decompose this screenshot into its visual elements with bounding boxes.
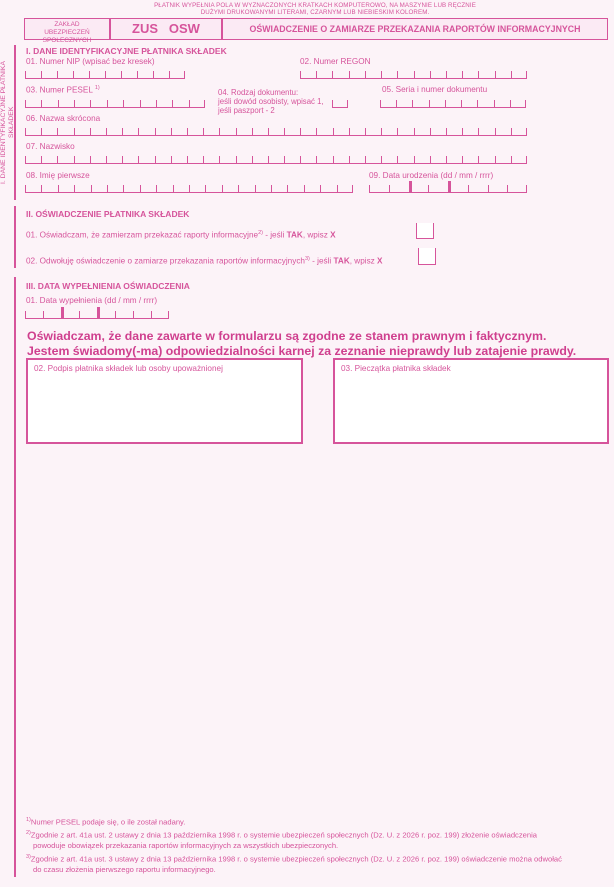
cell-divider [461,100,462,107]
cell-divider [428,185,429,192]
pesel-label [26,85,100,95]
section2-left-border [14,206,16,268]
cell-divider [300,156,301,163]
statement-intent-yes: TAK [286,230,303,240]
cell-divider [430,71,431,78]
cell-divider [462,128,463,135]
cell-divider [333,156,334,163]
cell-divider [41,156,42,163]
cell-divider [121,71,122,78]
stamp-label: 03. Pieczątka płatnika składek [341,364,451,373]
cell-divider [90,156,91,163]
cell-divider [430,128,431,135]
first-name-input[interactable] [25,181,353,193]
cell-divider [74,100,75,107]
cell-divider [252,128,253,135]
footnote-1-text: Numer PESEL podaje się, o ile został nadany. [30,817,186,827]
cell-divider [90,100,91,107]
cell-divider [236,156,237,163]
cell-divider [219,156,220,163]
cell-divider [222,185,223,192]
legal-statement-line-2: Jestem świadomy(-ma) odpowiedzialności karnej za zeznanie nieprawdy lub zatajenie prawdy. [27,344,577,358]
form-title-box [222,18,608,40]
cell-divider [365,156,366,163]
cell-divider [41,71,42,78]
cell-divider [91,185,92,192]
doc-type-input[interactable] [332,96,348,108]
cell-divider [57,128,58,135]
cell-divider [316,156,317,163]
footnotes [26,815,606,875]
footnote-1-mark: 1) [26,817,31,823]
cell-divider [90,128,91,135]
cell-divider [526,128,527,135]
pesel-label-text: 03. Numer PESEL [26,85,93,95]
cell-divider [189,185,190,192]
cell-divider [478,128,479,135]
legal-statement [27,329,597,359]
cell-divider [89,71,90,78]
cell-divider [414,71,415,78]
nip-input[interactable] [25,67,185,79]
cell-divider [138,128,139,135]
cell-divider [349,156,350,163]
cell-divider [107,185,108,192]
footnote-2-mark: 2) [26,830,31,837]
statement-revoke-tail: , wpisz [349,256,378,266]
cell-divider [123,185,124,192]
cell-divider [414,156,415,163]
cell-divider [332,100,333,107]
cell-divider [316,128,317,135]
regon-input[interactable] [300,67,527,79]
cell-divider [511,128,512,135]
cell-divider [347,100,348,107]
footnote-2-line-2: powoduje obowiązek przekazania raportów informacyjnych za wszystkich ubezpieczonych. [33,841,339,851]
nip-label: 01. Numer NIP (wpisać bez kresek) [26,57,155,66]
stamp-box[interactable] [333,358,609,444]
cell-divider [430,156,431,163]
cell-divider [478,71,479,78]
cell-divider [332,71,333,78]
cell-divider [57,156,58,163]
cell-divider [380,100,381,107]
cell-divider [462,156,463,163]
cell-divider [156,185,157,192]
footnote-3 [26,852,606,865]
cell-divider [57,71,58,78]
cell-divider [25,156,26,163]
instruction-text [100,2,530,16]
cell-divider [389,185,390,192]
cell-divider [396,100,397,107]
cell-divider [41,185,42,192]
birth-date-input[interactable] [369,181,527,193]
cell-divider [304,185,305,192]
cell-divider [477,100,478,107]
doc-type-label-3: jeśli paszport - 2 [218,106,275,115]
cell-divider [446,71,447,78]
cell-divider [41,100,42,107]
cell-divider [495,156,496,163]
cell-divider [381,71,382,78]
cell-divider [349,128,350,135]
cell-divider [511,156,512,163]
footnote-2 [26,828,606,841]
cell-divider [171,128,172,135]
cell-divider [25,71,26,78]
cell-divider [397,71,398,78]
cell-divider [203,156,204,163]
cell-divider [349,71,350,78]
cell-divider [397,128,398,135]
cell-divider [41,128,42,135]
legal-statement-line-1: Oświadczam, że dane zawarte w formularzu są zgodne ze stanem prawnym i faktycznym. [27,329,547,343]
fill-date-label: 01. Data wypełnienia (dd / mm / rrrr) [26,296,158,305]
footnote-3-mark: 3) [26,853,31,860]
statement-intent-label [26,230,336,240]
cell-divider [284,128,285,135]
cell-divider [74,128,75,135]
cell-divider [507,185,508,192]
cell-divider [106,128,107,135]
cell-divider [61,307,64,318]
cell-divider [151,311,152,318]
signature-label: 02. Podpis płatnika składek lub osoby upoważnionej [34,364,223,373]
statement-revoke-mark: X [377,256,383,266]
section3-left-border [14,277,16,877]
cell-divider [446,156,447,163]
cell-divider [115,311,116,318]
footnote-1 [26,815,606,828]
cell-divider [74,185,75,192]
statement-revoke-label [26,256,383,266]
cell-divider [58,100,59,107]
cell-divider [381,156,382,163]
form-code-box [110,18,222,40]
cell-divider [156,100,157,107]
institution-box [24,18,110,44]
cell-divider [525,100,526,107]
statement-intent-footnote-ref: 2) [258,230,263,236]
section3-title: III. DATA WYPEŁNIENIA OŚWIADCZENIA [26,281,190,291]
footnote-2-line-1: Zgodnie z art. 41a ust. 2 ustawy z dnia 13 października 1998 r. o systemie ubezpieczeń społecznych (Dz. U. z 2026 r. poz. 199) złożenie oświadczenia [30,830,537,840]
cell-divider [462,71,463,78]
cell-divider [320,185,321,192]
cell-divider [122,156,123,163]
cell-divider [155,156,156,163]
institution-name: ZAKŁAD UBEZPIECZEŃ SPOŁECZNYCH [42,21,92,44]
section2-title: II. OŚWIADCZENIE PŁATNIKA SKŁADEK [26,209,190,219]
cell-divider [171,156,172,163]
cell-divider [140,100,141,107]
cell-divider [74,156,75,163]
instruction-line-1: PŁATNIK WYPEŁNIA POLA W WYZNACZONYCH KRATKACH KOMPUTEROWO, NA MASZYNIE LUB RĘCZNIE [154,2,476,9]
cell-divider [133,311,134,318]
cell-divider [73,71,74,78]
cell-divider [25,185,26,192]
cell-divider [526,185,527,192]
cell-divider [369,185,370,192]
cell-divider [495,128,496,135]
cell-divider [140,185,141,192]
pesel-input[interactable] [25,96,205,108]
cell-divider [169,71,170,78]
cell-divider [397,156,398,163]
signature-box[interactable] [26,358,303,444]
short-name-label: 06. Nazwa skrócona [26,114,101,123]
cell-divider [409,181,412,192]
section1-side-label: I. DANE IDENTYFIKACYJNE PŁATNIKA SKŁADEK [0,61,15,184]
section1-title: I. DANE IDENTYFIKACYJNE PŁATNIKA SKŁADEK [26,46,227,56]
statement-revoke-text: 02. Odwołuję oświadczenie o zamiarze przekazania raportów informacyjnych [26,256,305,266]
cell-divider [365,128,366,135]
cell-divider [106,156,107,163]
pesel-footnote-ref: 1) [94,85,100,91]
cell-divider [284,156,285,163]
statement-intent-text: 01. Oświadczam, że zamierzam przekazać raporty informacyjne [26,230,259,240]
cell-divider [300,71,301,78]
surname-input[interactable] [25,152,527,164]
cell-divider [184,71,185,78]
doc-type-label-2: jeśli dowód osobisty, wpisać 1, [218,97,324,106]
cell-divider [25,100,26,107]
cell-divider [526,71,527,78]
cell-divider [205,185,206,192]
statement-intent-mark: X [330,230,336,240]
doc-type-label-1: 04. Rodzaj dokumentu: [218,88,299,97]
cell-divider [25,128,26,135]
cell-divider [153,71,154,78]
cell-divider [122,128,123,135]
cell-divider [526,156,527,163]
first-name-label: 08. Imię pierwsze [26,171,90,180]
cell-divider [414,128,415,135]
instruction-line-2: DUŻYMI DRUKOWANYMI LITERAMI, CZARNYM LUB NIEBIESKIM KOLOREM. [200,9,430,17]
cell-divider [219,128,220,135]
cell-divider [137,71,138,78]
short-name-input[interactable] [25,124,527,136]
cell-divider [187,156,188,163]
cell-divider [495,71,496,78]
cell-divider [429,100,430,107]
cell-divider [494,100,495,107]
doc-series-label: 05. Seria i numer dokumentu [382,85,488,94]
cell-divider [204,100,205,107]
cell-divider [412,100,413,107]
cell-divider [97,307,100,318]
cell-divider [511,71,512,78]
statement-revoke-yes: TAK [333,256,350,266]
cell-divider [238,185,239,192]
regon-label: 02. Numer REGON [300,57,371,66]
cell-divider [255,185,256,192]
surname-label: 07. Nazwisko [26,142,75,151]
form-title: OŚWIADCZENIE O ZAMIARZE PRZEKAZANIA RAPORTÓW INFORMACYJNYCH [249,24,581,34]
cell-divider [236,128,237,135]
cell-divider [168,311,169,318]
statement-intent-checkbox[interactable] [416,223,434,239]
statement-revoke-checkbox[interactable] [418,248,436,265]
doc-series-input[interactable] [380,96,526,108]
cell-divider [478,156,479,163]
cell-divider [189,100,190,107]
cell-divider [268,156,269,163]
cell-divider [138,156,139,163]
cell-divider [155,128,156,135]
cell-divider [381,128,382,135]
statement-revoke-suffix: - jeśli [309,256,334,266]
cell-divider [43,311,44,318]
cell-divider [448,181,451,192]
statement-intent-suffix: - jeśli [262,230,287,240]
cell-divider [187,128,188,135]
cell-divider [365,71,366,78]
cell-divider [337,185,338,192]
cell-divider [333,128,334,135]
cell-divider [25,311,26,318]
cell-divider [445,100,446,107]
cell-divider [352,185,353,192]
cell-divider [271,185,272,192]
doc-type-label [218,88,324,115]
statement-intent-tail: , wpisz [302,230,331,240]
cell-divider [172,100,173,107]
cell-divider [446,128,447,135]
cell-divider [287,185,288,192]
cell-divider [123,100,124,107]
statement-revoke-footnote-ref: 3) [304,256,310,262]
cell-divider [510,100,511,107]
cell-divider [468,185,469,192]
cell-divider [107,100,108,107]
cell-divider [316,71,317,78]
birth-date-label: 09. Data urodzenia (dd / mm / rrrr) [369,171,494,180]
form-code: ZUS OSW [132,21,200,36]
footnote-3-line-2: do czasu złożenia pierwszego raportu informacyjnego. [33,864,216,874]
cell-divider [488,185,489,192]
cell-divider [252,156,253,163]
cell-divider [203,128,204,135]
cell-divider [268,128,269,135]
cell-divider [58,185,59,192]
cell-divider [173,185,174,192]
cell-divider [300,128,301,135]
fill-date-input[interactable] [25,307,169,319]
footnote-3-line-1: Zgodnie z art. 41a ust. 3 ustawy z dnia 13 października 1998 r. o systemie ubezpieczeń społecznych (Dz. U. z 2026 r. poz. 199) oświadczenie można odwołać [30,854,562,864]
cell-divider [105,71,106,78]
cell-divider [79,311,80,318]
